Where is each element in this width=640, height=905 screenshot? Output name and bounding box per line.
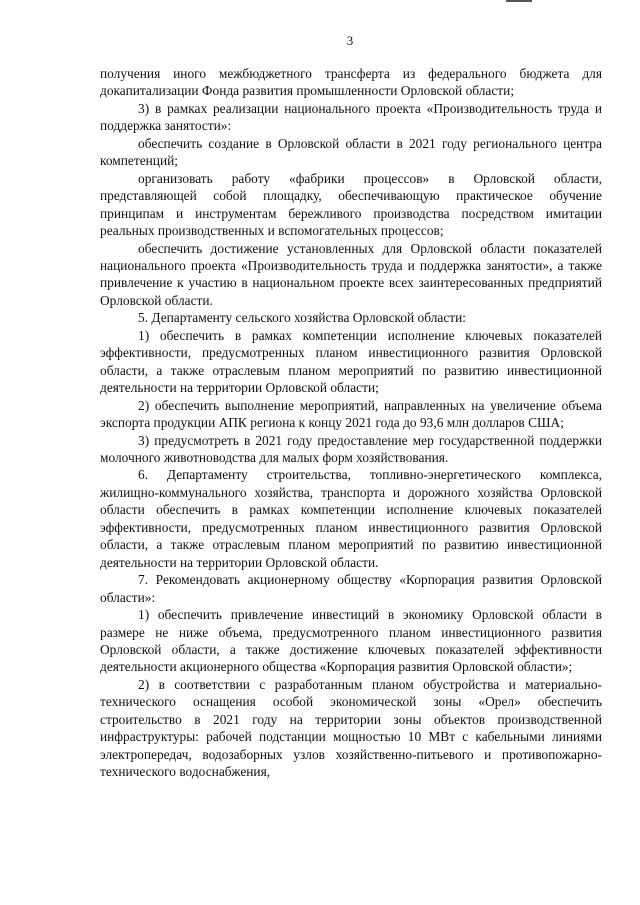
paragraph-transfer-continuation: получения иного межбюджетного трансферта из федерального бюджета для докапитализации Фонда развития промышленности Орловской области; (100, 66, 602, 99)
scan-edge-mark (506, 0, 532, 2)
paragraph-section-7-item-1: 1) обеспечить привлечение инвестиций в экономику Орловской области в размере не ниже объема, предусмотренного планом инвестиционного развития Орловской области, а также достижение ключевых показателей эффективности деятельности акционерного общества «Корпорация развития Орловской области»; (100, 607, 602, 675)
paragraph-section-7-item-2: 2) в соответствии с разработанным планом обустройства и материально-технического оснащения особой экономической зоны «Орел» обеспечить строительство в 2021 году на территории зоны объектов производственной инфраструктуры: рабочей подстанции мощностью 10 МВт с кабельными линиями электропередач, водозаборных узлов хозяйственно-питьевого и противопожарно-технического водоснабжения, (100, 676, 602, 780)
paragraph-section-5-item-1: 1) обеспечить в рамках компетенции исполнение ключевых показателей эффективности, предусмотренных планом инвестиционного развития Орловской области, а также отраслевым планом мероприятий по развитию инвестиционной деятельности на территории Орловской области; (100, 327, 602, 396)
paragraph-section-5-heading: 5. Департаменту сельского хозяйства Орловской области: (138, 310, 467, 326)
paragraph-project-indicators: обеспечить достижение установленных для Орловской области показателей национального проекта «Производительность труда и поддержка занятости», а также привлечение к участию в национальном проекте всех заинтересованных предприятий Орловской области. (100, 240, 602, 308)
paragraph-section-5-item-2: 2) обеспечить выполнение мероприятий, направленных на увеличение объема экспорта продукции АПК региона к концу 2021 года до 93,6 млн долларов США; (100, 397, 602, 431)
paragraph-section-5-item-3: 3) предусмотреть в 2021 году предоставление мер государственной поддержки молочного животноводства для малых форм хозяйствования. (100, 432, 602, 465)
paragraph-process-factory: организовать работу «фабрики процессов» в Орловской области, представляющей собой площадку, обеспечивающую практическое обучение принципам и инструментам бережливого производства посредством имитации реальных производственных и вспомогательных процессов; (100, 170, 602, 239)
paragraph-section-7-heading: 7. Рекомендовать акционерному обществу «Корпорация развития Орловской области»: (100, 572, 602, 605)
paragraph-item-3-productivity-project: 3) в рамках реализации национального проекта «Производительность труда и поддержка занятости»: (100, 100, 602, 134)
paragraph-section-6: 6. Департаменту строительства, топливно-энергетического комплекса, жилищно-коммунального хозяйства, транспорта и дорожного хозяйства Орловской области обеспечить в рамках компетенции исполнение ключевых показателей эффективности, предусмотренных планом инвестиционного развития Орловской области, а также отраслевым планом мероприятий по развитию инвестиционной деятельности на территории Орловской области. (100, 467, 602, 570)
page-number: 3 (346, 33, 354, 48)
paragraph-competence-center: обеспечить создание в Орловской области в 2021 году регионального центра компетенций; (100, 135, 602, 169)
document-body (100, 65, 602, 781)
